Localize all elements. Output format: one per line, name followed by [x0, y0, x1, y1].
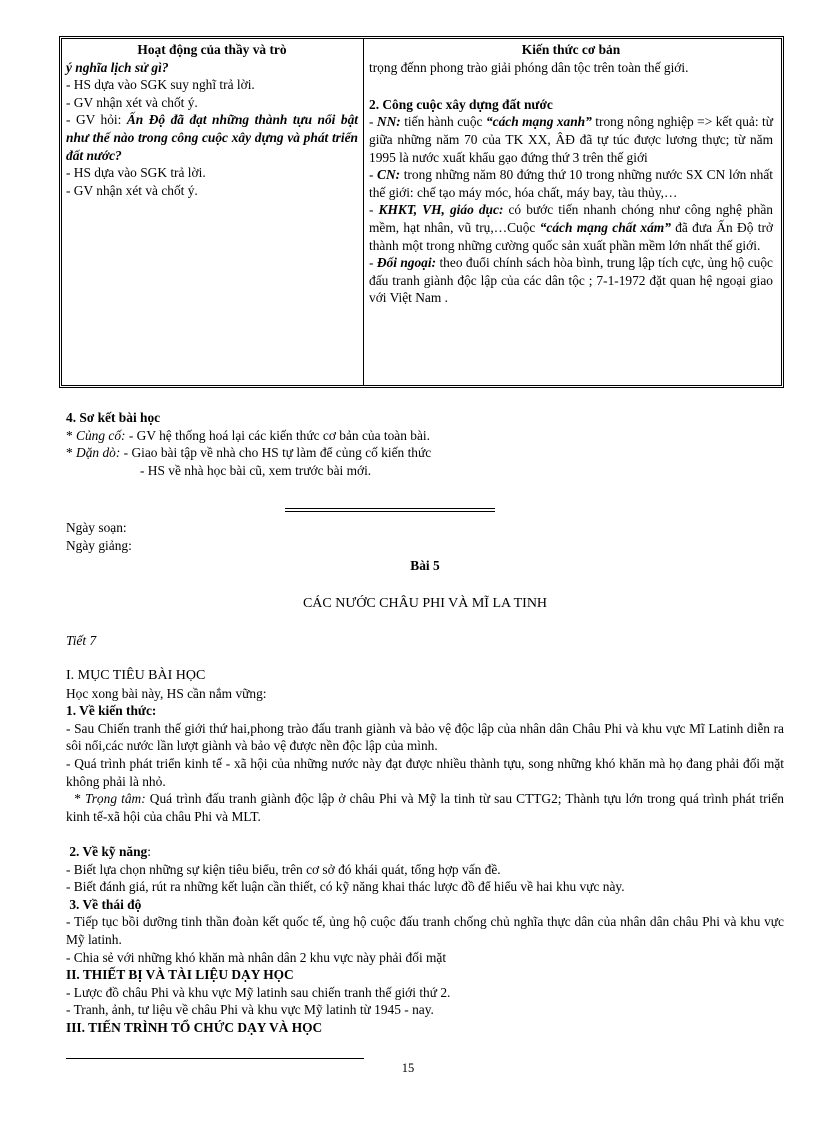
- spacer: [369, 76, 773, 94]
- teacher-question: [66, 111, 358, 164]
- section-separator: [285, 508, 495, 512]
- summary-heading: 4. Sơ kết bài học: [66, 410, 161, 425]
- lesson-title: CÁC NƯỚC CHÂU PHI VÀ MĨ LA TINH: [302, 596, 548, 611]
- objectives-intro: Học xong bài này, HS cần nắm vững:: [66, 685, 267, 701]
- knowledge-heading: 1. Về kiến thức:: [66, 703, 157, 719]
- science-item: - KHKT, VH, giáo dục: có bước tiến nhanh chóng như công nghệ phần mềm, hạt nhân, vũ trụ,…Cuộc “cách mạng chất xám” đã đưa Ấn Độ trở thành một trong những cường quốc sản xuất phần mềm lớn nhất thế giới.: [369, 202, 773, 253]
- equipment-heading: II. THIẾT BỊ VÀ TÀI LIỆU DẠY HỌC: [66, 967, 294, 983]
- item-text: theo đuổi chính sách hòa bình, trung lập tích cực, ủng hộ cuộc đấu tranh giành độc lập của các dân tộc ; 7-1-1972 đặt quan hệ ngoại giao với Việt Nam .: [369, 255, 773, 306]
- table-header-right: Kiến thức cơ bản: [521, 42, 621, 57]
- equipment-item: - Lược đồ châu Phi và khu vực Mỹ latinh sau chiến tranh thế giới thứ 2.: [66, 984, 451, 1000]
- table-header-left: Hoạt động của thầy và trò: [137, 42, 287, 57]
- question-text: Ấn Độ đã đạt những thành tựu nổi bật như thế nào trong công cuộc xây dựng và phát triển đất nước?: [66, 112, 358, 163]
- item-label: Đối ngoại:: [376, 255, 437, 271]
- attitude-item: - Tiếp tục bồi dưỡng tinh thần đoàn kết quốc tế, ủng hộ cuộc đấu tranh chống chủ nghĩa thực dân của nhân dân châu Phi và khu vực Mỹ latinh.: [66, 914, 784, 947]
- skills-heading-text: 2. Về kỹ năng: [69, 843, 148, 859]
- review-text: - GV hệ thống hoá lại các kiến thức cơ bản của toàn bài.: [125, 427, 431, 443]
- lesson-info: [66, 519, 784, 554]
- item-quote: “cách mạng chất xám”: [539, 219, 671, 235]
- table-left-column: [66, 41, 358, 199]
- item-text: trong nông nghiệp => kết quả: từ giữa những năm 70 của TK XX, ÂĐ đã tự túc được lương thực; từ năm 1995 là nước xuất khẩu gạo đứng thứ 3 trên thế giới: [369, 114, 774, 165]
- teach-date: Ngày giảng:: [66, 537, 132, 553]
- foreign-policy-item: - Đối ngoại: theo đuổi chính sách hòa bình, trung lập tích cực, ủng hộ cuộc đấu tranh giành độc lập của các dân tộc ; 7-1-1972 đặt quan hệ ngoại giao với Việt Nam .: [369, 255, 773, 306]
- left-line: ý nghĩa lịch sử gì?: [66, 59, 169, 75]
- review-label: Củng cố:: [76, 427, 126, 443]
- industry-item: - CN: trong những năm 80 đứng thứ 10 trong những nước SX CN lớn nhất thế giới: chế tạo máy móc, hóa chất, máy bay, tàu thủy,…: [369, 167, 773, 200]
- skills-item: - Biết lựa chọn những sự kiện tiêu biểu, trên cơ sở đó khái quát, tổng hợp vấn đề.: [66, 861, 501, 877]
- item-quote: “cách mạng xanh”: [485, 114, 592, 130]
- heading-underline: [66, 1058, 364, 1059]
- left-line: - HS dựa vào SGK suy nghĩ trả lời.: [66, 77, 255, 93]
- summary-homework-2: - HS về nhà học bài cũ, xem trước bài mới.: [140, 462, 372, 478]
- skills-heading-colon: :: [147, 843, 151, 859]
- item-text: có bước tiến nhanh chóng như công nghệ phần mềm, hạt nhân, vũ trụ,…Cuộc: [369, 202, 773, 235]
- page-number: 15: [401, 1061, 415, 1075]
- item-label: CN:: [377, 167, 401, 183]
- equipment-item: - Tranh, ảnh, tư liệu về châu Phi và khu vực Mỹ latinh từ 1945 - nay.: [66, 1002, 434, 1018]
- item-label: NN:: [376, 114, 401, 130]
- homework-label: Dặn dò:: [76, 445, 121, 461]
- summary-homework: * Dặn dò: - Giao bài tập về nhà cho HS tự làm để củng cố kiến thức: [66, 445, 432, 461]
- period-label: Tiết 7: [66, 633, 97, 648]
- lesson-number: Bài 5: [410, 558, 440, 573]
- knowledge-item: - Quá trình phát triển kinh tế - xã hội của những nước này đạt được nhiều thành tựu, song những khó khăn mà họ đang phải đối mặt không phải là nhỏ.: [66, 755, 784, 789]
- procedure-heading: III. TIẾN TRÌNH TỔ CHỨC DẠY VÀ HỌC: [66, 1019, 323, 1035]
- summary-review: * Củng cố: - GV hệ thống hoá lại các kiến thức cơ bản của toàn bài.: [66, 427, 431, 443]
- focus-label: Trọng tâm:: [85, 791, 146, 807]
- left-line: - GV nhận xét và chốt ý.: [66, 94, 198, 110]
- focus-text: Quá trình đấu tranh giành độc lập ở châu Phi và Mỹ la tinh từ sau CTTG2; Thành tựu lớn trong quá trình phát triển kinh tế-xã hội của châu Phi và MLT.: [66, 791, 784, 824]
- lesson-summary: [66, 409, 784, 479]
- knowledge-item: - Sau Chiến tranh thế giới thứ hai,phong trào đấu tranh giành và bảo vệ độc lập của nhân dân Châu Phi và khu vực Mĩ Latinh diễn ra sôi nổi,các nước lần lượt giành và bảo vệ được nền độc lập của mình.: [66, 720, 784, 754]
- left-line: - GV nhận xét và chốt ý.: [66, 182, 198, 198]
- objectives-heading: I. MỤC TIÊU BÀI HỌC: [66, 668, 206, 683]
- section-heading: 2. Công cuộc xây dựng đất nước: [369, 96, 553, 112]
- spacer: [66, 825, 784, 843]
- agriculture-item: - NN: tiến hành cuộc “cách mạng xanh” trong nông nghiệp => kết quả: từ giữa những năm 70 của TK XX, ÂĐ đã tự túc được lương thực; từ năm 1995 là nước xuất khẩu gạo đứng thứ 3 trên thế giới: [369, 114, 774, 165]
- table-column-divider: [363, 39, 364, 385]
- table-right-column: [369, 41, 773, 307]
- skills-item: - Biết đánh giá, rút ra những kết luận cần thiết, có kỹ năng khai thác lược đồ để hiểu về hai khu vực này.: [66, 879, 625, 895]
- attitude-heading-text: 3. Về thái độ: [69, 896, 142, 912]
- skills-heading: [66, 843, 784, 861]
- left-line: - HS dựa vào SGK trả lời.: [66, 165, 206, 181]
- lesson-table: [59, 36, 784, 388]
- right-line: trọng đếnn phong trào giải phóng dân tộc trên toàn thế giới.: [369, 59, 689, 75]
- homework-text: - Giao bài tập về nhà cho HS tự làm để củng cố kiến thức: [120, 445, 432, 461]
- question-prefix: - GV hỏi:: [66, 112, 127, 128]
- focus-item: * Trọng tâm: Quá trình đấu tranh giành độc lập ở châu Phi và Mỹ la tinh từ sau CTTG2; Thành tựu lớn trong quá trình phát triển kinh tế-xã hội của châu Phi và MLT.: [66, 791, 784, 824]
- attitude-heading: [66, 896, 784, 914]
- attitude-item: - Chia sẻ với những khó khăn mà nhân dân 2 khu vực này phải đối mặt: [66, 949, 447, 965]
- lesson-objectives: [66, 667, 784, 1036]
- item-text: đã đưa Ấn Độ trở thành một trong những cường quốc sản xuất phần mềm lớn nhất thế giới.: [369, 219, 773, 253]
- item-text: tiến hành cuộc: [400, 114, 486, 130]
- item-label: KHKT, VH, giáo dục:: [378, 202, 504, 218]
- prep-date: Ngày soạn:: [66, 520, 127, 535]
- item-text: trong những năm 80 đứng thứ 10 trong những nước SX CN lớn nhất thế giới: chế tạo máy móc, hóa chất, máy bay, tàu thủy,…: [369, 167, 773, 200]
